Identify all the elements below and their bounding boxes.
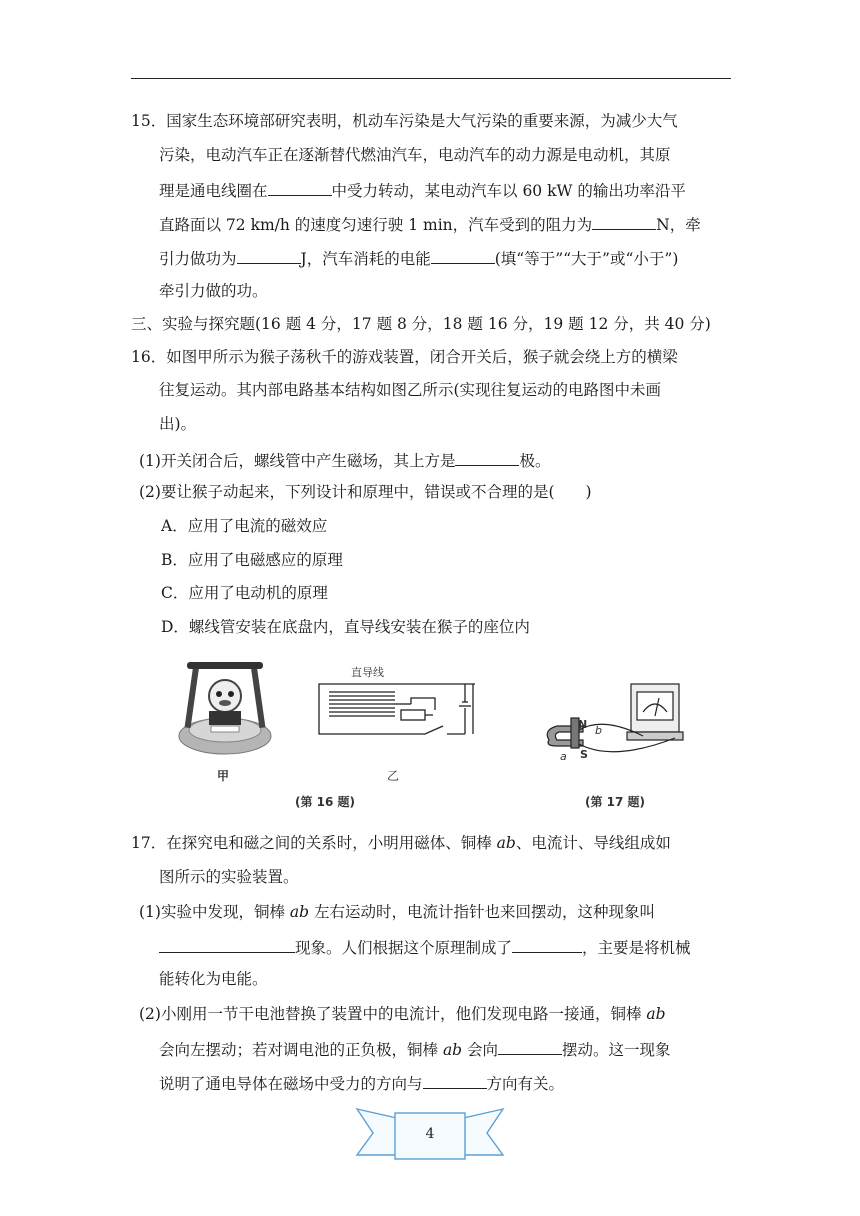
figures-row xyxy=(175,652,695,817)
section-heading: 三、实验与探究题(16 题 4 分，17 题 8 分，18 题 16 分，19 题 12 分，共 40 分) xyxy=(131,315,711,333)
q15-line-1: 15．国家生态环境部研究表明，机动车污染是大气污染的重要来源，为减少大气 xyxy=(131,112,678,130)
answer-blank[interactable] xyxy=(431,246,495,264)
figure-label-jia: 甲 xyxy=(217,769,230,783)
answer-blank[interactable] xyxy=(159,935,295,953)
monkey-swing-photo xyxy=(175,656,275,760)
q17-line-1: 17．在探究电和磁之间的关系时，小明用磁体、铜棒 ab、电流计、导线组成如 xyxy=(131,834,671,852)
answer-blank[interactable] xyxy=(423,1071,487,1089)
q17-part-2: (2)小刚用一节干电池替换了装置中的电流计，他们发现电路一接通，铜棒 ab xyxy=(139,1005,666,1023)
q15-line-6: 牵引力做的功。 xyxy=(159,282,268,300)
answer-blank[interactable] xyxy=(455,448,519,466)
caption-q17: (第 17 题) xyxy=(585,795,646,809)
page-number: 4 xyxy=(425,1126,435,1142)
q17-part-1-line-3: 能转化为电能。 xyxy=(159,970,268,988)
q16-line-1: 16．如图甲所示为猴子荡秋千的游戏装置，闭合开关后，猴子就会绕上方的横梁 xyxy=(131,348,678,366)
answer-blank[interactable] xyxy=(268,178,332,196)
q15-line-2: 污染，电动汽车正在逐渐替代燃油汽车，电动汽车的动力源是电动机，其原 xyxy=(159,146,671,164)
option-b[interactable]: B．应用了电磁感应的原理 xyxy=(161,551,343,569)
q16-line-2: 往复运动。其内部电路基本结构如图乙所示(实现往复运动的电路图中未画 xyxy=(159,381,662,399)
option-c[interactable]: C．应用了电动机的原理 xyxy=(161,584,328,602)
q15-number: 15． xyxy=(131,112,167,130)
option-d[interactable]: D．螺线管安装在底盘内，直导线安装在猴子的座位内 xyxy=(161,618,530,636)
q16-part-2: (2)要让猴子动起来，下列设计和原理中，错误或不合理的是( ) xyxy=(139,483,592,501)
magnet-n-label: N xyxy=(578,718,588,731)
q17-number: 17． xyxy=(131,834,167,852)
q17-part-2-line-2: 会向左摆动；若对调电池的正负极，铜棒 ab 会向 摆动。这一现象 xyxy=(159,1037,671,1059)
header-rule xyxy=(131,78,731,79)
q17-line-2: 图所示的实验装置。 xyxy=(159,868,299,886)
rod-b-label: b xyxy=(595,724,602,737)
q15-line-3: 理是通电线圈在 中受力转动，某电动汽车以 60 kW 的输出功率沿平 xyxy=(159,178,686,200)
q17-part-1-line-2: 现象。人们根据这个原理制成了 ，主要是将机械 xyxy=(159,935,691,957)
q16-number: 16． xyxy=(131,348,167,366)
q16-part-1: (1)开关闭合后，螺线管中产生磁场，其上方是 极。 xyxy=(139,448,550,470)
rod-a-label: a xyxy=(560,750,567,763)
q17-part-2-line-3: 说明了通电导体在磁场中受力的方向与 方向有关。 xyxy=(159,1071,564,1093)
answer-blank[interactable] xyxy=(237,246,301,264)
q17-part-1: (1)实验中发现，铜棒 ab 左右运动时，电流计指针也来回摆动，这种现象叫 xyxy=(139,903,655,921)
magnet-s-label: S xyxy=(580,748,588,761)
q16-line-3: 出)。 xyxy=(159,415,197,433)
figure-label-yi: 乙 xyxy=(387,769,400,783)
answer-blank[interactable] xyxy=(512,935,582,953)
option-a[interactable]: A．应用了电流的磁效应 xyxy=(161,517,328,535)
circuit-diagram xyxy=(315,668,475,740)
answer-blank[interactable] xyxy=(498,1037,562,1055)
q15-line-5: 引力做功为 J，汽车消耗的电能 (填“等于”“大于”或“小于”) xyxy=(159,246,678,268)
caption-q16: (第 16 题) xyxy=(295,795,356,809)
page-footer xyxy=(355,1105,505,1165)
q15-line-4: 直路面以 72 km/h 的速度匀速行驶 1 min，汽车受到的阻力为 N，牵 xyxy=(159,212,701,234)
answer-blank[interactable] xyxy=(592,212,656,230)
straight-wire-label: 直导线 xyxy=(351,666,384,679)
